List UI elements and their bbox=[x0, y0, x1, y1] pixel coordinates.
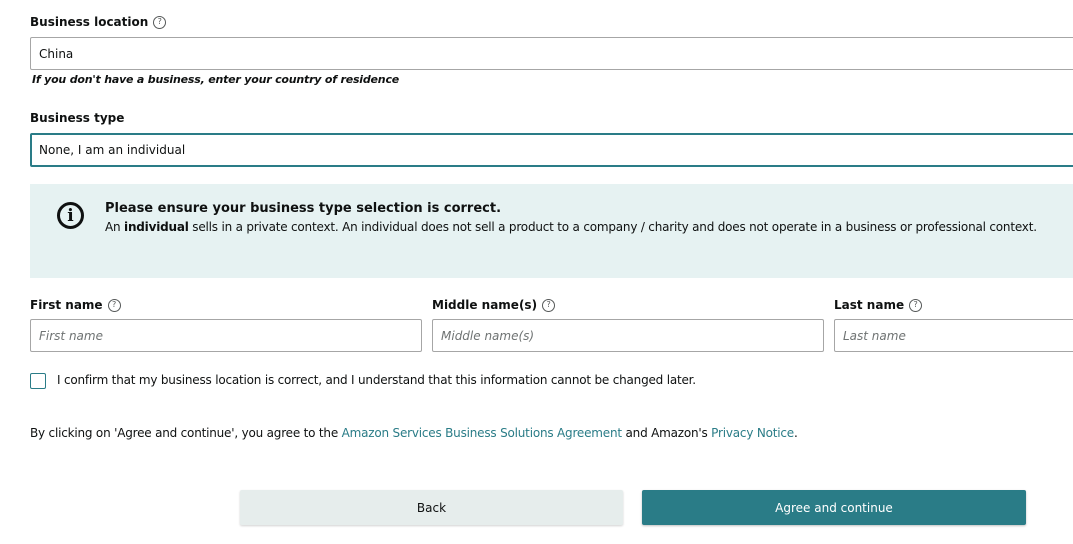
middle-name-input[interactable] bbox=[432, 319, 824, 352]
notice-title: Please ensure your business type selection is correct. bbox=[105, 201, 502, 216]
first-name-label bbox=[30, 298, 121, 312]
middle-name-label bbox=[432, 298, 555, 312]
help-icon[interactable]: ? bbox=[108, 299, 121, 312]
notice-text-bold: individual bbox=[124, 220, 189, 234]
agreement-suffix: . bbox=[793, 426, 798, 440]
privacy-notice-link[interactable]: Privacy Notice bbox=[711, 426, 794, 440]
first-name-input[interactable] bbox=[30, 319, 422, 352]
agree-and-continue-button[interactable]: Agree and continue bbox=[642, 490, 1026, 525]
middle-name-label-text: Middle name(s) bbox=[432, 298, 538, 312]
help-icon[interactable]: ? bbox=[153, 16, 166, 29]
help-icon[interactable]: ? bbox=[909, 299, 922, 312]
last-name-placeholder: Last name bbox=[843, 328, 906, 343]
last-name-label bbox=[834, 298, 922, 312]
business-location-select[interactable] bbox=[30, 37, 1073, 70]
business-location-value: China bbox=[39, 46, 74, 61]
confirm-checkbox[interactable] bbox=[30, 373, 46, 389]
notice-text-suffix: sells in a private context. An individual does not sell a product to a company / charity and does not operate in a business or professional context. bbox=[188, 220, 1037, 234]
business-location-label bbox=[30, 15, 166, 29]
info-icon: i bbox=[57, 202, 84, 229]
notice-text-prefix: An bbox=[105, 220, 125, 234]
business-type-label-text: Business type bbox=[30, 111, 125, 125]
business-location-hint: If you don't have a business, enter your country of residence bbox=[32, 73, 400, 86]
last-name-label-text: Last name bbox=[834, 298, 905, 312]
back-button[interactable]: Back bbox=[240, 490, 623, 525]
business-type-label bbox=[30, 111, 124, 125]
business-solutions-agreement-link[interactable]: Amazon Services Business Solutions Agreement bbox=[341, 426, 622, 440]
agreement-middle: and Amazon's bbox=[621, 426, 712, 440]
agreement-prefix: By clicking on 'Agree and continue', you agree to the bbox=[30, 426, 342, 440]
last-name-input[interactable] bbox=[834, 319, 1073, 352]
business-location-label-text: Business location bbox=[30, 15, 149, 29]
business-type-value: None, I am an individual bbox=[39, 143, 186, 157]
notice-text bbox=[105, 220, 1037, 234]
business-type-select[interactable] bbox=[30, 133, 1073, 167]
middle-name-placeholder: Middle name(s) bbox=[441, 328, 535, 343]
first-name-label-text: First name bbox=[30, 298, 103, 312]
first-name-placeholder: First name bbox=[39, 328, 103, 343]
help-icon[interactable]: ? bbox=[542, 299, 555, 312]
agreement-text bbox=[30, 426, 798, 440]
confirm-checkbox-label[interactable]: I confirm that my business location is correct, and I understand that this information cannot be changed later. bbox=[57, 373, 696, 387]
